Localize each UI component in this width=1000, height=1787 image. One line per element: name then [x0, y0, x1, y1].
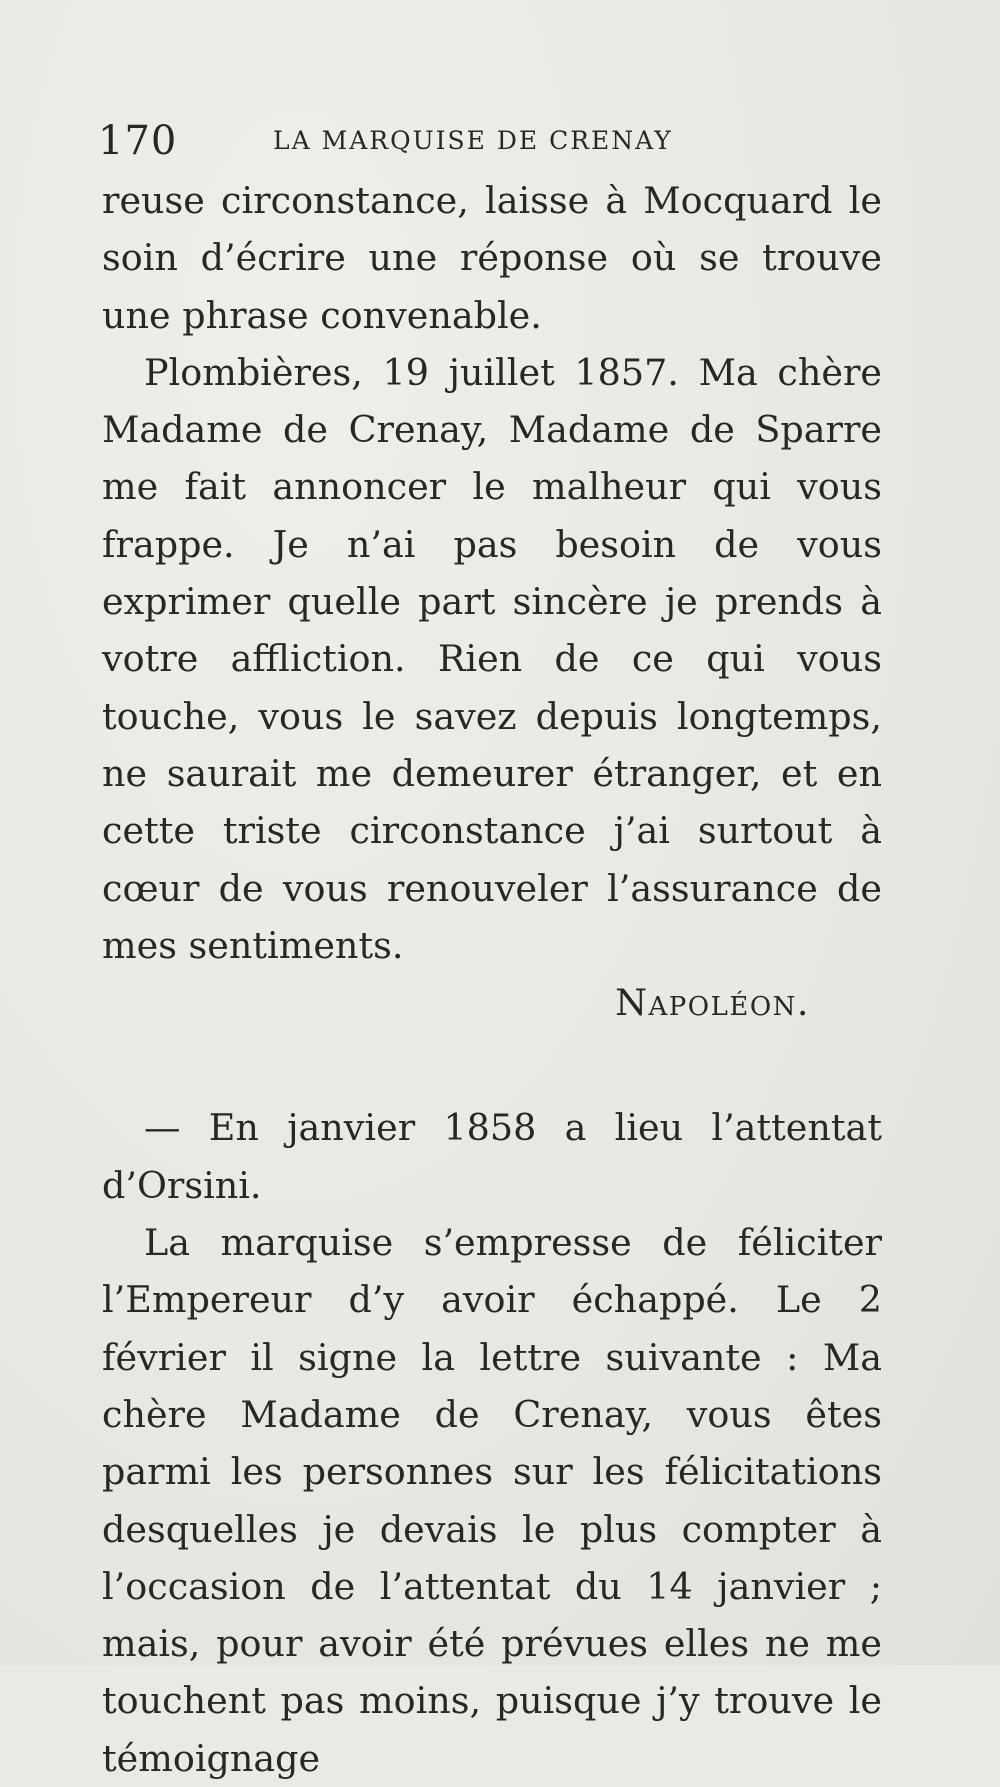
page-number: 170 — [98, 118, 178, 164]
body-text — [102, 172, 882, 1787]
page-header — [98, 118, 838, 168]
paragraph: reuse circonstance, laisse à Mocquard le soin d’écrire une réponse où se trouve une phrase convenable. — [102, 179, 882, 337]
signature: Napoléon. — [615, 981, 810, 1025]
paragraph: — En janvier 1858 a lieu l’attentat d’Orsini. — [102, 1106, 882, 1207]
running-title: LA MARQUISE DE CRENAY — [273, 126, 673, 155]
paragraph: Plombières, 19 juillet 1857. Ma chère Madame de Crenay, Madame de Sparre me fait annoncer le malheur qui vous frappe. Je n’ai pas besoin de vous exprimer quelle part sincère je prends à votre affliction. Rien de ce qui vous touche, vous le savez depuis longtemps, ne saurait me demeurer étranger, et en cette triste circonstance j’ai surtout à cœur de vous renouveler l’assurance de mes sentiments. — [102, 350, 882, 967]
paragraph: La marquise s’empresse de féliciter l’Empereur d’y avoir échappé. Le 2 février il signe la lettre suivante : Ma chère Madame de Crenay, vous êtes parmi les personnes sur les félicitations desquelles je devais le plus compter à l’occasion de l’attentat du 14 janvier ; mais, pour avoir été prévues elles ne me touchent pas moins, puisque j’y trouve le témoignage — [102, 1221, 882, 1780]
